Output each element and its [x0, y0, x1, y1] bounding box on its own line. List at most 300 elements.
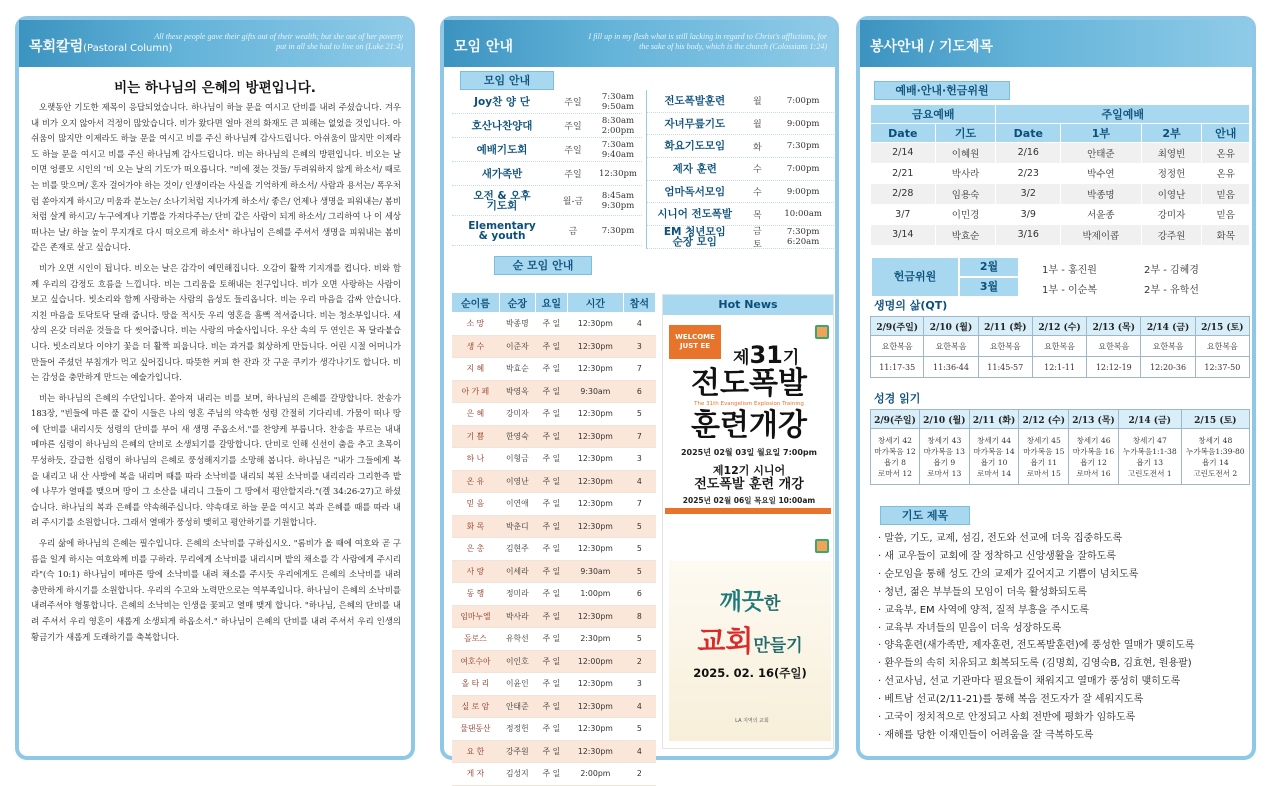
meeting-day: 금: [568, 227, 578, 237]
ushers-cell: 믿음: [1202, 204, 1250, 225]
soon-cell: 12:30pm: [568, 740, 624, 763]
soon-cell: 이준자: [499, 335, 535, 358]
meeting-row: [647, 158, 834, 181]
pastoral-body: [31, 100, 401, 650]
pastoral-quote: All these people gave their gifts out of their wealth; but she out of her poverty put in all she had to live on (Luke 21:4): [154, 32, 403, 51]
hot-news-title: Hot News: [663, 295, 833, 315]
meeting-day: 주일: [564, 146, 582, 156]
qt-ref: 11:17-35: [871, 357, 924, 378]
soon-cell: 12:30pm: [568, 718, 624, 741]
meeting-time: 8:30am 2:00pm: [601, 115, 635, 136]
soon-cell: 2: [623, 650, 655, 673]
pastoral-paragraph: 오랫동안 기도한 제목이 응답되었습니다. 하나님이 하늘 문을 여시고 단비를 내려 주셨습니다. 겨우내 비가 오지 않아서 걱정이 많았습니다. 비가 왔다면 얼마 전의 화재도 큰 피해는 없었을 것입니다. 아쉬움이 많지만 이제라도 하늘 문을 여시고 비를 주신 하나님께 감사드립니다. 아쉬움이 많지만 이제라도 하늘 문을 여시고 비를 주신 하나님께 감사드립니다. 비는 하나님의 은혜의 방편입니다. 비오는 날이면 엉클모 시인의 '비 오는 날의 기도'가 떠오릅니다. "비에 젖는 것들/ 두려워하지 않게 하소서/ 때로는 비를 맞으며/ 혼자 걸어가야 하는 것이/ 인생이라는 사실을 기억하게 하소서/ 사람과 용서는/ 폭우처럼 쏟아지게 하시고/ 미움과 분노는/ 소나기처럼 지나가게 하소서/ 좋은/ 언제나 생명을 피워내는/ 봄비처럼 살게 하시고/ 누구에게나 기쁨을 가져다주는/ 단비 같은 사람이 되게 하소서/ 그리하여 나 이 세상 떠나는 날/ 하늘 높이 무지개로 다시 떠오르게 하소서" 하나님이 은혜를 주셔서 생명을 피워내는 봄비같은 존재로 살고 싶습니다.: [31, 102, 401, 253]
qt-ref: 12:12-19: [1087, 357, 1141, 378]
meeting-name: 호산나찬양대: [471, 119, 533, 132]
qt-ref: 12:1-11: [1032, 357, 1086, 378]
meeting-row: [647, 113, 834, 136]
soon-cell: 12:30pm: [568, 673, 624, 696]
qt-ref: 12:20-36: [1141, 357, 1195, 378]
clean-date: 2025. 02. 16(주일): [693, 666, 807, 680]
qt-book: 요한복음: [1087, 336, 1141, 357]
soon-cell: 3: [623, 448, 655, 471]
soon-cell: 12:00pm: [568, 650, 624, 673]
ushers-cell: 2/14: [871, 143, 936, 164]
soon-cell: 주 일: [535, 583, 567, 606]
meeting-name: 화요기도모임: [664, 140, 726, 153]
prayer-item: · 새 교우들이 교회에 잘 정착하고 신앙생활을 잘하도록: [878, 548, 1248, 566]
soon-cell: 12:30pm: [568, 493, 624, 516]
soon-cell: 믿 음: [452, 493, 500, 516]
soon-cell: 주 일: [535, 358, 567, 381]
soon-header: 참석: [623, 293, 655, 313]
qt-day: 2/13 (목): [1087, 317, 1141, 336]
soon-cell: 유학선: [499, 628, 535, 651]
soon-row: [452, 313, 656, 336]
soon-cell: 이형금: [499, 448, 535, 471]
soon-row: [452, 628, 656, 651]
soon-cell: 12:30pm: [568, 515, 624, 538]
ee-welcome-logo: WELCOME JUST EE: [669, 325, 721, 359]
soon-cell: 4: [623, 313, 655, 336]
offering-second: 2부 - 유학선: [1144, 285, 1199, 296]
soon-cell: 9:30am: [568, 560, 624, 583]
ushers-cell: 박종명: [1061, 184, 1141, 205]
soon-cell: 5: [623, 718, 655, 741]
soon-cell: 2:30pm: [568, 628, 624, 651]
sunday-header: 주일예배: [996, 105, 1250, 124]
soon-row: [452, 493, 656, 516]
ushers-cell: 2/21: [871, 163, 936, 184]
qt-book: 요한복음: [1195, 336, 1249, 357]
soon-row: [452, 650, 656, 673]
soon-cell: 김현주: [499, 538, 535, 561]
soon-cell: 정미라: [499, 583, 535, 606]
soon-cell: 생 수: [452, 335, 500, 358]
offering-month: 2월: [960, 258, 1018, 276]
meeting-row: [647, 90, 834, 113]
offering-first: 1부 - 홍진원: [1042, 265, 1097, 276]
ushers-cell: 3/16: [996, 225, 1061, 246]
soon-cell: 5: [623, 515, 655, 538]
soon-cell: 온 유: [452, 470, 500, 493]
soon-cell: 김성지: [499, 763, 535, 786]
ushers-cell: 온유: [1202, 143, 1250, 164]
prayer-item: · 베트남 선교(2/11-21)를 통해 복음 전도자가 잘 세워지도록: [878, 691, 1248, 709]
friday-header: 금요예배: [871, 105, 996, 124]
pastoral-paragraph: 우리 삶에 하나님의 은혜는 필수입니다. 은혜의 소낙비를 구하십시오. "롬비가 올 때에 여호와 곧 구름을 일게 하시는 여호와께 비를 구하라. 무리에게 소낙비를 내리시며 밭의 채소를 각 사람에게 주시리라"(슥 10:1) 하나님이 메마른 땅에 소낙비를 내려 채소를 주시듯 우리에게도 은혜의 소낙비를 내려 충만하게 하시기를 소원합니다. 우리의 수고와 노력만으로는 역부족입니다. 하나님이 은혜의 소낙비를 내려주셔야 형통합니다. 은혜의 소낙비는 인생을 꽃피고 열매 맺게 합니다. "하나님, 은혜의 단비를 내려 주셔서 우리 영혼이 새롭게 소생되게 하옵소서." 하나님이 은혜의 단비를 내려 주셔서 우리 인생의 황금기가 새롭게 도래하기를 축복합니다.: [31, 538, 401, 642]
soon-cell: 9:30am: [568, 380, 624, 403]
ushers-cell: 온유: [1202, 163, 1250, 184]
ushers-cell: 이혜원: [935, 143, 996, 164]
ushers-cell: 강주원: [1141, 225, 1202, 246]
meeting-row: [452, 90, 642, 114]
soon-cell: 주 일: [535, 605, 567, 628]
soon-header: 순장: [499, 293, 535, 313]
soon-cell: 12:30pm: [568, 605, 624, 628]
soon-cell: 강주원: [499, 740, 535, 763]
meeting-day: 주일: [564, 170, 582, 180]
soon-cell: 6: [623, 583, 655, 606]
meeting-row: [452, 138, 642, 162]
soon-cell: 12:30pm: [568, 335, 624, 358]
soon-cell: 은 총: [452, 538, 500, 561]
meeting-row: [647, 135, 834, 158]
soon-cell: 강미자: [499, 403, 535, 426]
soon-cell: 박춘디: [499, 515, 535, 538]
meeting-name: 새가족반: [481, 167, 523, 180]
soon-row: [452, 695, 656, 718]
service-banner: [860, 20, 1252, 67]
soon-row: [452, 718, 656, 741]
offering-month: 3월: [960, 278, 1018, 296]
soon-row: [452, 515, 656, 538]
ushers-cell: 안태준: [1061, 143, 1141, 164]
ushers-cell: 박제이콥: [1061, 225, 1141, 246]
clean-title-line1: 깨끗한: [719, 589, 781, 615]
ushers-cell: 최영빈: [1141, 143, 1202, 164]
soon-cell: 주 일: [535, 538, 567, 561]
meeting-row: [647, 181, 834, 204]
meeting-day: 수: [753, 188, 762, 199]
ushers-cell: 2/16: [996, 143, 1061, 164]
soon-cell: 12:30pm: [568, 358, 624, 381]
senior-line1: 제12기 시니어: [712, 464, 786, 477]
meetings-title: 모임 안내: [454, 39, 513, 55]
soon-cell: 이세라: [499, 560, 535, 583]
soon-cell: 물댄동산: [452, 718, 500, 741]
ushers-col-header: Date: [871, 124, 936, 143]
ushers-cell: 믿음: [1202, 184, 1250, 205]
soon-cell: 1:00pm: [568, 583, 624, 606]
soon-cell: 올 타 리: [452, 673, 500, 696]
soon-cell: 12:30pm: [568, 695, 624, 718]
ushers-cell: 정정헌: [1141, 163, 1202, 184]
bible-ref: 창세기 44 마가복음 14 욥기 10 로마서 14: [969, 429, 1019, 485]
meeting-time: 7:30pm: [786, 141, 820, 152]
meeting-name: 엄마독서모임: [664, 185, 726, 198]
soon-cell: 정정헌: [499, 718, 535, 741]
ushers-cell: 3/14: [871, 225, 936, 246]
soon-cell: 박효순: [499, 358, 535, 381]
soon-cell: 4: [623, 740, 655, 763]
bible-ref: 창세기 48 누가복음1:39-80 욥기 14 고린도전서 2: [1181, 429, 1249, 485]
ushers-cell: 이영난: [1141, 184, 1202, 205]
meeting-row: [452, 162, 642, 186]
meetings-schedule-left: [452, 90, 642, 246]
soon-cell: 주 일: [535, 313, 567, 336]
meeting-name: 예배기도회: [476, 143, 528, 156]
meeting-name: Joy찬 양 단: [474, 95, 530, 108]
soon-row: [452, 470, 656, 493]
qt-day: 2/15 (토): [1195, 317, 1249, 336]
bible-day: 2/15 (토): [1181, 410, 1249, 429]
bible-day: 2/12 (수): [1019, 410, 1069, 429]
meeting-time: 8:45am 9:30pm: [601, 190, 635, 211]
meeting-time: 7:30am 9:50am: [601, 91, 635, 112]
meeting-name: EM 청년모임 순장 모임: [663, 225, 726, 248]
ushers-cell: 2/23: [996, 163, 1061, 184]
soon-cell: 주 일: [535, 515, 567, 538]
ushers-col-header: 기도: [935, 124, 996, 143]
soon-cell: 안태준: [499, 695, 535, 718]
meeting-time: 10:00am: [784, 209, 822, 220]
soon-cell: 7: [623, 493, 655, 516]
church-logo-text: LA 지역의 교회: [735, 718, 769, 724]
meetings-subhead: 모임 안내: [460, 71, 554, 90]
meeting-day: 주일: [564, 98, 582, 108]
soon-cell: 박영옥: [499, 380, 535, 403]
meeting-day: 수: [753, 165, 762, 176]
soon-cell: 하 나: [452, 448, 500, 471]
soon-cell: 소 망: [452, 313, 500, 336]
meeting-time: 7:30pm 6:20am: [786, 226, 820, 247]
soon-row: [452, 448, 656, 471]
meeting-row: [452, 114, 642, 138]
meeting-name: 시니어 전도폭발: [657, 208, 733, 221]
soon-cell: 12:30pm: [568, 448, 624, 471]
soon-cell: 여호수아: [452, 650, 500, 673]
senior-line2: 전도폭발 훈련 개강: [694, 477, 804, 492]
hot-news-box: [662, 294, 834, 749]
soon-cell: 2:00pm: [568, 763, 624, 786]
soon-row: [452, 380, 656, 403]
soon-cell: 게 자: [452, 763, 500, 786]
soon-row: [452, 605, 656, 628]
ushers-row: [871, 143, 1250, 164]
soon-row: [452, 583, 656, 606]
meeting-row: [452, 216, 642, 246]
soon-cell: 박사라: [499, 605, 535, 628]
soon-cell: 주 일: [535, 425, 567, 448]
soon-cell: 주 일: [535, 673, 567, 696]
prayer-list: [878, 530, 1248, 745]
prayer-item: · 고국이 정치적으로 안정되고 사회 전반에 평화가 임하도록: [878, 709, 1248, 727]
soon-cell: 주 일: [535, 740, 567, 763]
ushers-cell: 이민경: [935, 204, 996, 225]
meeting-row: [647, 226, 834, 249]
ushers-cell: 박사라: [935, 163, 996, 184]
soon-row: [452, 740, 656, 763]
pastoral-headline: 비는 하나님의 은혜의 방편입니다.: [114, 80, 316, 96]
qt-day: 2/10 (월): [924, 317, 978, 336]
ushers-col-header: Date: [996, 124, 1061, 143]
soon-row: [452, 538, 656, 561]
soon-cell: 주 일: [535, 335, 567, 358]
qt-table: [870, 316, 1250, 378]
meetings-quote: I fill up in my flesh what is still lacking in regard to Christ's afflictions, for the sake of his body, which is the church (Colossians 1:24): [588, 32, 827, 51]
pastoral-paragraph: 비가 오면 시인이 됩니다. 비오는 날은 감각이 예민해집니다. 오감이 활짝 기지개를 켭니다. 비와 함께 우리의 감정도 흐름을 느낍니다. 비는 그리움을 토해내는 친구입니다. 비가 오면 사랑하는 사람이 보고 싶습니다. 빗소리와 함께 사랑하는 사람의 음성도 들리옵니다. 비는 우리 마음을 감싸 안습니다. 지친 마음을 토닥토닥 달래 줍니다. 땅을 적시듯 우리 영혼을 흠뻑 적셔줍니다. 비는 청소부입니다. 세상의 온갖 더러운 것들을 다 씻어줍니다. 비는 사랑의 마술사입니다. 우산 속의 두 연인은 꼭 달라붙습니다. 빗소리보다 이야기 꽃을 더 활짝 피웁니다. 비는 과거를 회상하게 만듭니다. 어린 시절 어머니가 만들어 주셨던 부침개가 먹고 싶어집니다. 따뜻한 커피 한 잔과 갓 구운 쿠키가 생각나기도 합니다. 비는 감성을 충만하게 만드는 예술가입니다.: [31, 262, 401, 383]
soon-cell: 주 일: [535, 380, 567, 403]
soon-cell: 이영난: [499, 470, 535, 493]
ushers-col-header: 2부: [1141, 124, 1202, 143]
meeting-time: 7:30pm: [601, 225, 635, 236]
meeting-name: 자녀무릎기도: [664, 117, 726, 130]
ushers-cell: 서윤종: [1061, 204, 1141, 225]
pastoral-column-panel: [15, 16, 415, 760]
ee-session: 제31기: [733, 341, 800, 369]
soon-cell: 지 혜: [452, 358, 500, 381]
soon-header: 시간: [568, 293, 624, 313]
prayer-item: · 선교사님, 선교 기관마다 필요들이 채워지고 열매가 풍성히 맺히도록: [878, 673, 1248, 691]
qt-day: 2/14 (금): [1141, 317, 1195, 336]
soon-row: [452, 403, 656, 426]
soon-row: [452, 358, 656, 381]
soon-cell: 은 혜: [452, 403, 500, 426]
soon-cell: 주 일: [535, 695, 567, 718]
ushers-cell: 박수연: [1061, 163, 1141, 184]
soon-header: 순이름: [452, 293, 500, 313]
soon-row: [452, 335, 656, 358]
clean-title-line2: 교회만들기: [697, 624, 803, 658]
ushers-cell: 임용숙: [935, 184, 996, 205]
meeting-time: 7:00pm: [786, 163, 820, 174]
ushers-table: [870, 104, 1250, 246]
qt-book: 요한복음: [1032, 336, 1086, 357]
soon-cell: 주 일: [535, 560, 567, 583]
ushers-cell: 강미자: [1141, 204, 1202, 225]
bible-day: 2/10 (월): [919, 410, 969, 429]
qt-day: 2/12 (수): [1032, 317, 1086, 336]
soon-row: [452, 673, 656, 696]
soon-cell: 주 일: [535, 493, 567, 516]
ushers-title: 예배·안내·헌금위원: [874, 81, 1010, 100]
ushers-cell: 박효순: [935, 225, 996, 246]
meeting-name: 제자 훈련: [672, 162, 717, 175]
soon-cell: 12:30pm: [568, 425, 624, 448]
ee-date: 2025년 02월 03일 월요일 7:00pm: [680, 448, 817, 457]
soon-header: 요일: [535, 293, 567, 313]
qt-book: 요한복음: [1141, 336, 1195, 357]
soon-cell: 2: [623, 763, 655, 786]
meetings-panel: [440, 16, 839, 779]
soon-row: [452, 560, 656, 583]
senior-date: 2025년 02월 06일 목요일 10:00am: [682, 496, 816, 505]
soon-cell: 아 가 페: [452, 380, 500, 403]
bible-ref: 창세기 42 마가복음 12 욥기 8 로마서 12: [871, 429, 920, 485]
soon-cell: 사 랑: [452, 560, 500, 583]
soon-cell: 12:30pm: [568, 403, 624, 426]
soon-cell: 주 일: [535, 718, 567, 741]
clean-church-poster: [669, 561, 831, 741]
meeting-day: 화: [753, 142, 762, 153]
document-icon: [815, 539, 829, 553]
soon-cell: 12:30pm: [568, 538, 624, 561]
ee-divider: [665, 508, 831, 514]
qt-ref: 11:36-44: [924, 357, 978, 378]
soon-cell: 기 쁨: [452, 425, 500, 448]
soon-cell: 임마누엘: [452, 605, 500, 628]
meeting-day: 월: [753, 97, 762, 108]
soon-cell: 주 일: [535, 628, 567, 651]
soon-cell: 6: [623, 380, 655, 403]
pastoral-paragraph: 비는 하나님의 은혜의 수단입니다. 쏟아져 내리는 비를 보며, 하나님의 은혜를 갈망합니다. 찬송가 183장, "빈들에 마른 풀 같이 시들은 나의 영혼 주님의 약속한 성령 간절히 기다리네. 가뭄이 떠나 땅에 단비를 내리시듯 성령의 단비를 부어 새 생명 주옵소서."를 찬양케 부릅니다. 찬송을 부르는 내내 메마른 심령이 하나님의 은혜의 단비로 소생되기를 갈망합니다. 단비로 인해 신선이 춤을 추고 초목이 무성하듯, 갈급한 심령이 하나님의 은혜로 풍성해지기를 소망해 봅니다. 하나님은 "내가 그들에게 복을 내리고 내 산 사방에 복을 내리며 때를 따라 소낙비를 내리되 복된 소낙비를 내리리라 그리한즉 밭에 나무가 열매를 맺으며 땅이 그 소산을 내리니 그들이 그 땅에서 평안할지라."(겔 34:26-27)고 하셨습니다. 하나님의 복과 은혜를 약속해주십니다. 약속대로 하늘 문을 여시고 복과 은혜를 때를 따라 내려 주시기를 소원합니다. 그래서 열매가 풍성히 맺히고 평안하기를 기원합니다.: [31, 392, 401, 528]
soon-row: [452, 425, 656, 448]
ee-title-line1: 전도폭발: [691, 366, 807, 401]
soon-cell: 4: [623, 695, 655, 718]
soon-title: 순 모임 안내: [494, 256, 592, 275]
bible-table: [870, 409, 1250, 485]
bible-ref: 창세기 45 마가복음 15 욥기 11 로마서 15: [1019, 429, 1069, 485]
ushers-row: [871, 204, 1250, 225]
soon-cell: 12:30pm: [568, 470, 624, 493]
ushers-cell: 3/7: [871, 204, 936, 225]
offering-second: 2부 - 김혜경: [1144, 265, 1199, 276]
offering-first: 1부 - 이순복: [1042, 285, 1097, 296]
ee-title-line2: 훈련개강: [691, 408, 807, 443]
offering-label: 헌금위원: [872, 258, 958, 296]
qt-book: 요한복음: [978, 336, 1032, 357]
qt-day: 2/9(주일): [871, 317, 924, 336]
meeting-row: [452, 186, 642, 216]
meeting-day: 월: [753, 120, 762, 131]
soon-cell: 돌로스: [452, 628, 500, 651]
ushers-col-header: 안내: [1202, 124, 1250, 143]
prayer-item: · 청년, 젊은 부부들의 모임이 더욱 활성화되도록: [878, 584, 1248, 602]
ee-english: The 31th Evangelism Explosion Training: [694, 401, 804, 407]
soon-cell: 8: [623, 605, 655, 628]
meeting-name: Elementary & youth: [468, 219, 536, 242]
prayer-item: · 재해를 당한 이재민들이 어려움을 잘 극복하도록: [878, 727, 1248, 745]
ushers-row: [871, 163, 1250, 184]
qt-book: 요한복음: [871, 336, 924, 357]
bible-day: 2/11 (화): [969, 410, 1019, 429]
soon-cell: 한영숙: [499, 425, 535, 448]
prayer-title: 기도 제목: [880, 506, 970, 525]
meetings-schedule-right: [646, 90, 834, 249]
meeting-day: 주일: [564, 122, 582, 132]
qt-title: 생명의 삶(QT): [874, 299, 948, 312]
meeting-time: 12:30pm: [599, 168, 637, 179]
soon-cell: 5: [623, 538, 655, 561]
ushers-col-header: 1부: [1061, 124, 1141, 143]
bible-day: 2/9(주일): [871, 410, 920, 429]
qt-ref: 12:37-50: [1195, 357, 1249, 378]
prayer-item: · 환우들의 속히 치유되고 회복되도록 (김명희, 김영숙B, 김효현, 원용팔): [878, 655, 1248, 673]
soon-cell: 4: [623, 470, 655, 493]
pastoral-title: 목회칼럼(Pastoral Column): [29, 39, 173, 55]
ushers-cell: 2/28: [871, 184, 936, 205]
prayer-item: · 양육훈련(새가족반, 제자훈련, 전도폭발훈련)에 풍성한 열매가 맺히도록: [878, 637, 1248, 655]
soon-cell: 3: [623, 335, 655, 358]
meeting-day: 금 토: [753, 226, 762, 250]
soon-cell: 주 일: [535, 650, 567, 673]
ushers-cell: 3/9: [996, 204, 1061, 225]
ushers-cell: 화목: [1202, 225, 1250, 246]
prayer-item: · 교육부 자녀들의 믿음이 더욱 성장하도록: [878, 620, 1248, 638]
soon-cell: 12:30pm: [568, 313, 624, 336]
meeting-name: 오전 & 오후 기도회: [473, 189, 531, 212]
bible-day: 2/14 (금): [1118, 410, 1181, 429]
ushers-row: [871, 184, 1250, 205]
soon-cell: 주 일: [535, 403, 567, 426]
soon-row: [452, 763, 656, 786]
pastoral-banner: [19, 20, 411, 67]
bible-day: 2/13 (목): [1069, 410, 1119, 429]
soon-cell: 이연애: [499, 493, 535, 516]
service-title: 봉사안내 / 기도제목: [870, 39, 994, 55]
soon-cell: 5: [623, 560, 655, 583]
document-icon: [815, 325, 829, 339]
qt-ref: 11:45-57: [978, 357, 1032, 378]
meeting-time: 9:00pm: [786, 186, 820, 197]
soon-cell: 이인호: [499, 650, 535, 673]
meeting-day: 목: [753, 210, 762, 221]
bible-ref: 창세기 47 누가복음1:1-38 욥기 13 고린도전서 1: [1118, 429, 1181, 485]
soon-cell: 5: [623, 628, 655, 651]
service-panel: [856, 16, 1256, 760]
meeting-row: [647, 203, 834, 226]
soon-cell: 박종명: [499, 313, 535, 336]
